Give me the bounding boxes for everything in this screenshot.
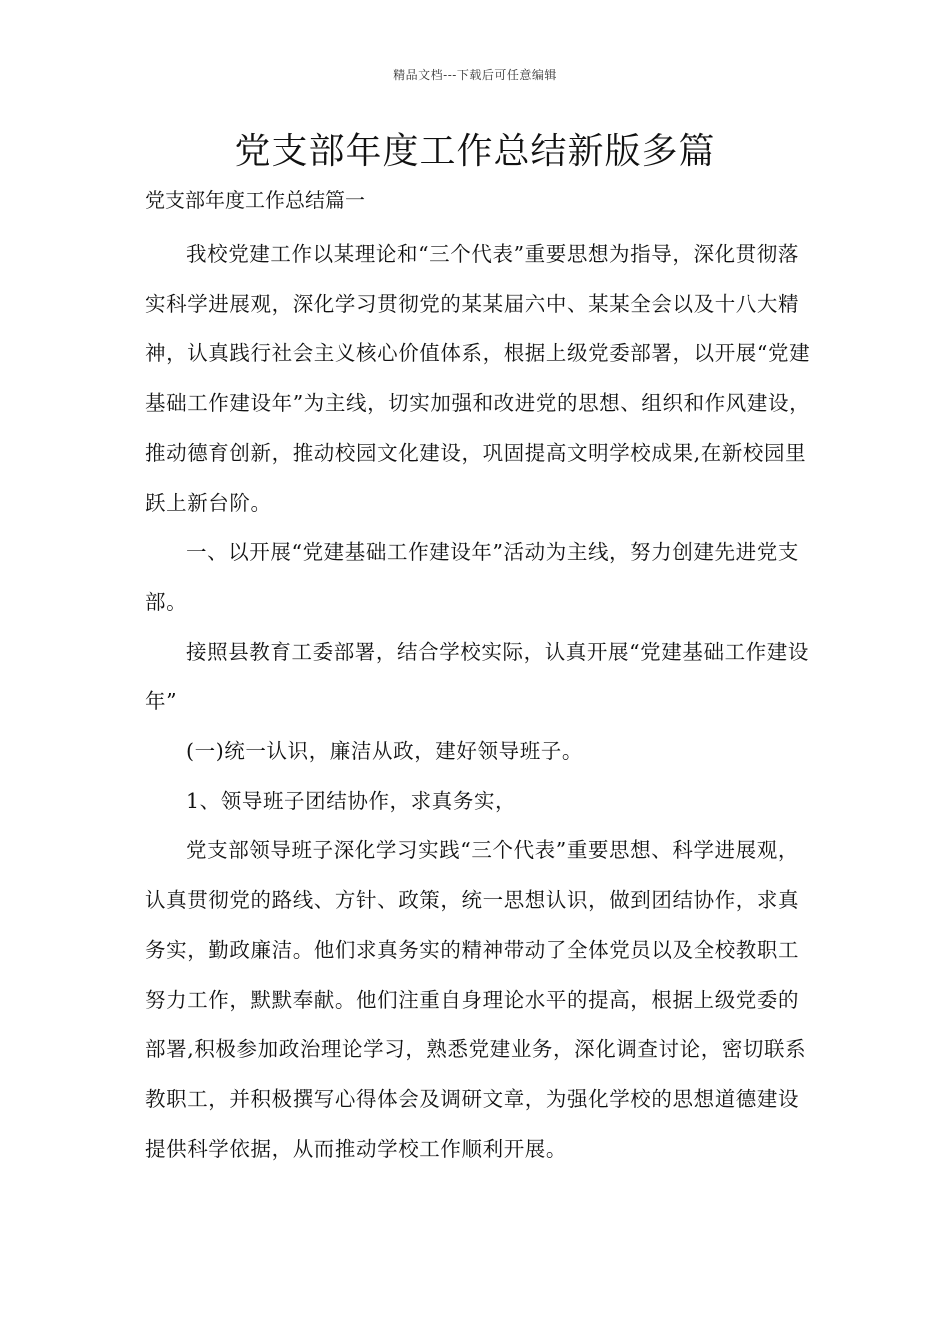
paragraph: 一、以开展“党建基础工作建设年”活动为主线，努力创建先进党支部。 xyxy=(145,540,799,614)
paragraph: 1、领导班子团结协作，求真务实， xyxy=(186,788,517,813)
paragraph: 接照县教育工委部署，结合学校实际，认真开展“党建基础工作建设年” xyxy=(145,639,809,714)
document-body xyxy=(145,230,817,1174)
paragraph: 党支部领导班子深化学习实践“三个代表”重要思想、科学进展观，认真贯彻党的路线、方针、政策，统一思想认识，做到团结协作，求真务实，勤政廉洁。他们求真务实的精神带动了全体党员以及全校教职工努力工作，默默奉献。他们注重自身理论水平的提高，根据上级党委的部署,积极参加政治理论学习，熟悉党建业务，深化调查讨论，密切联系教职工，并积极撰写心得体会及调研文章，为强化学校的思想道德建设提供科学依据，从而推动学校工作顺利开展。 xyxy=(145,838,807,1161)
paragraph: 我校党建工作以某理论和“三个代表”重要思想为指导，深化贯彻落实科学进展观，深化学习贯彻党的某某届六中、某某全会以及十八大精神，认真践行社会主义核心价值体系，根据上级党委部署，以开展“党建基础工作建设年”为主线，切实加强和改进党的思想、组织和作风建设，推动德育创新，推动校园文化建设，巩固提高文明学校成果,在新校园里跃上新台阶。 xyxy=(145,242,811,515)
document-title: 党支部年度工作总结新版多篇 xyxy=(234,131,716,172)
paragraph: (一)统一认识，廉洁从政，建好领导班子。 xyxy=(186,739,583,764)
header-note: 精品文档---下载后可任意编辑 xyxy=(393,68,557,82)
section-title: 党支部年度工作总结篇一 xyxy=(145,188,365,212)
